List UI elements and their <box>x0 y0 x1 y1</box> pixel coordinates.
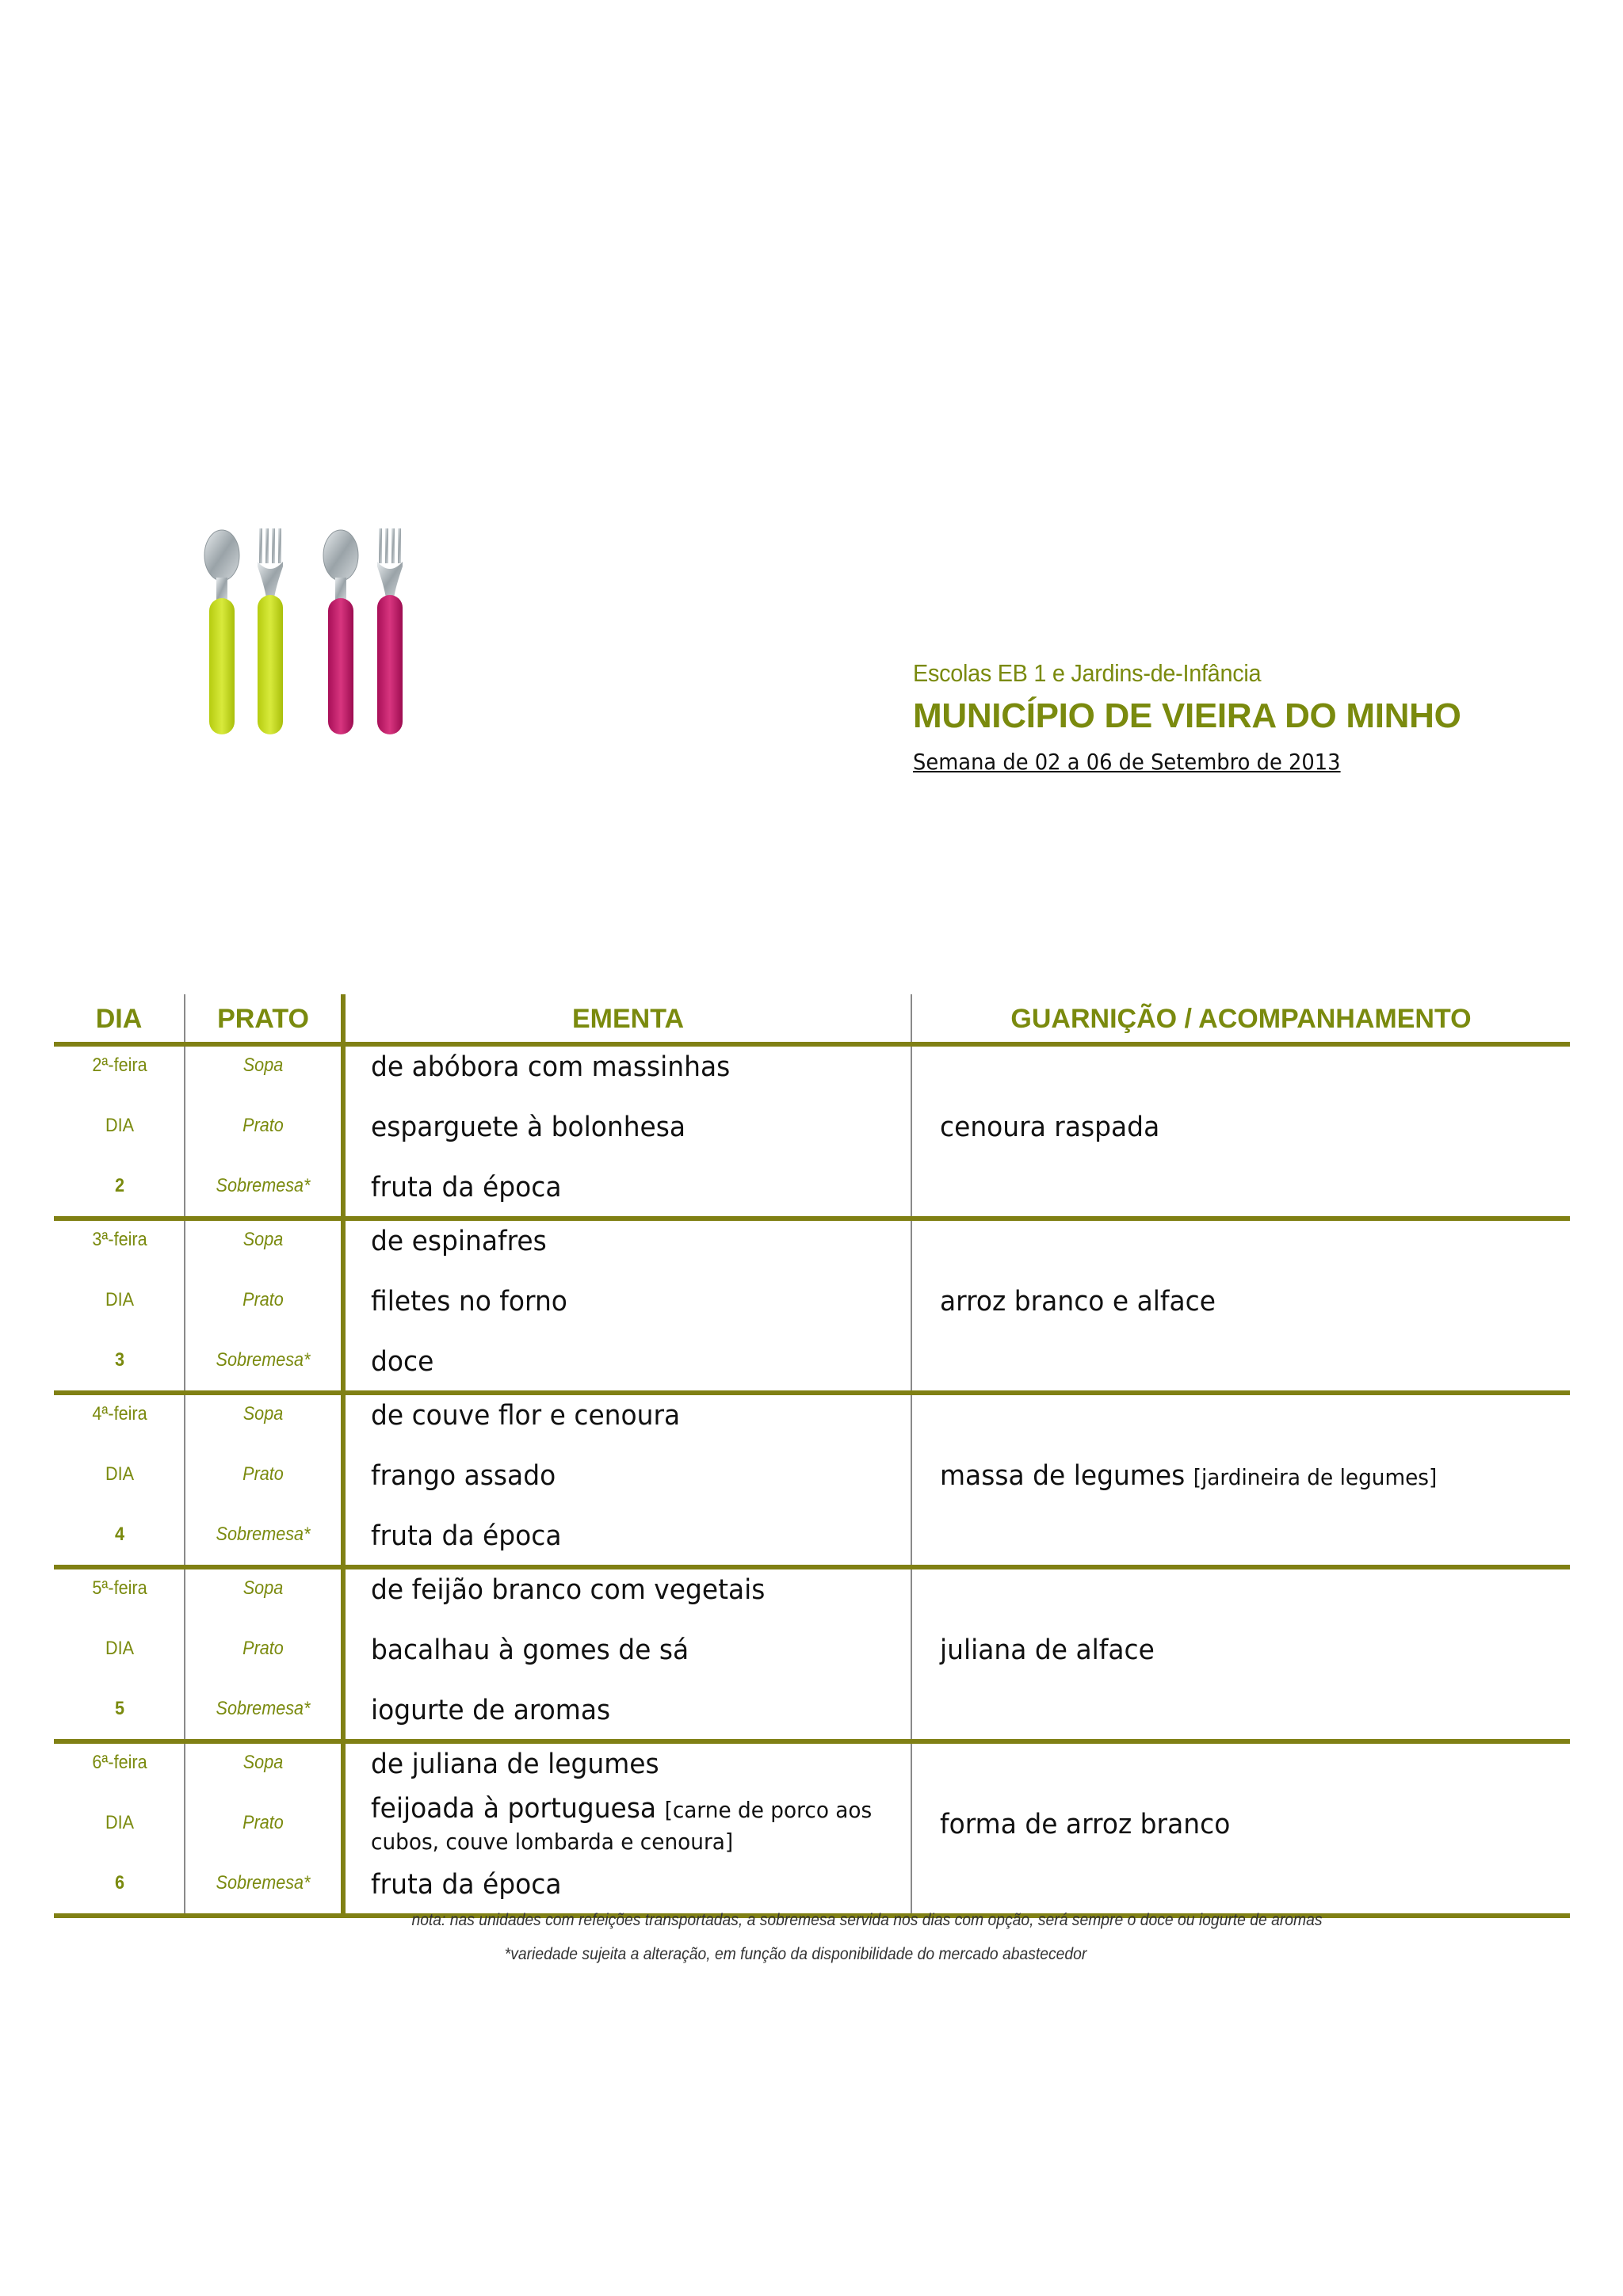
sobremesa-dish: fruta da época <box>371 1869 562 1901</box>
prato-label: Prato <box>242 1289 284 1310</box>
sopa-label: Sopa <box>242 1055 284 1076</box>
sopa-dish: de couve flor e cenoura <box>371 1400 681 1432</box>
guarnicao: arroz branco e alface <box>940 1286 1216 1318</box>
prato-label: Prato <box>242 1812 284 1833</box>
school-subtitle: Escolas EB 1 e Jardins-de-Infância <box>913 659 1262 687</box>
weekday: 3ª-feira <box>92 1229 147 1250</box>
divider <box>341 1569 346 1739</box>
sopa-dish: de feijão branco com vegetais <box>371 1574 766 1606</box>
guarnicao: cenoura raspada <box>940 1112 1160 1143</box>
prato-label: Prato <box>242 1115 284 1136</box>
cutlery-icon <box>190 519 436 749</box>
table-header <box>54 994 1570 1042</box>
prato-line <box>371 1791 922 1826</box>
sopa-dish: de espinafres <box>371 1226 547 1257</box>
dia-label: DIA <box>105 1812 134 1833</box>
sopa-label: Sopa <box>242 1229 284 1250</box>
sobremesa-dish: doce <box>371 1346 434 1378</box>
weekday: 4ª-feira <box>92 1403 147 1425</box>
divider <box>341 1744 346 1913</box>
dia-label: DIA <box>105 1638 134 1659</box>
weekday: 2ª-feira <box>92 1055 147 1076</box>
prato-note-line: cubos, couve lombarda e cenoura] <box>371 1829 734 1855</box>
divider <box>184 1744 185 1913</box>
dia-label: DIA <box>105 1289 134 1310</box>
week-range: Semana de 02 a 06 de Setembro de 2013 <box>913 749 1341 775</box>
page-title: MUNICÍPIO DE VIEIRA DO MINHO <box>913 696 1461 735</box>
footnote-variety: *variedade sujeita a alteração, em função da disponibilidade do mercado abastecedor <box>504 1945 1087 1963</box>
sobremesa-dish: iogurte de aromas <box>371 1695 611 1726</box>
divider <box>184 1047 185 1216</box>
prato-dish <box>371 1791 922 1858</box>
prato-label: Prato <box>242 1638 284 1659</box>
sobremesa-label: Sobremesa* <box>216 1349 311 1371</box>
day-number: 2 <box>114 1175 125 1196</box>
divider <box>341 1047 346 1216</box>
divider <box>184 1221 185 1390</box>
sopa-label: Sopa <box>242 1752 284 1773</box>
day-number: 4 <box>114 1524 125 1545</box>
sopa-dish: de abóbora com massinhas <box>371 1051 731 1083</box>
prato-dish: bacalhau à gomes de sá <box>371 1634 689 1666</box>
day-number: 6 <box>114 1872 125 1894</box>
sobremesa-dish: fruta da época <box>371 1520 562 1552</box>
day-row <box>54 1569 1570 1739</box>
sobremesa-label: Sobremesa* <box>216 1698 311 1719</box>
cutlery-logo <box>190 519 436 749</box>
guarnicao-main: massa de legumes <box>940 1460 1186 1492</box>
header <box>913 656 1547 783</box>
dia-label: DIA <box>105 1463 134 1485</box>
guarnicao: juliana de alface <box>940 1634 1155 1666</box>
divider <box>341 1221 346 1390</box>
sopa-label: Sopa <box>242 1403 284 1425</box>
sobremesa-label: Sobremesa* <box>216 1872 311 1894</box>
day-number: 5 <box>114 1698 125 1719</box>
header-guarnicao: GUARNIÇÃO / ACOMPANHAMENTO <box>1010 1004 1472 1034</box>
divider <box>184 1569 185 1739</box>
sobremesa-label: Sobremesa* <box>216 1524 311 1545</box>
weekday: 6ª-feira <box>92 1752 147 1773</box>
dia-label: DIA <box>105 1115 134 1136</box>
footnote-transport: nota: nas unidades com refeições transportadas, a sobremesa servida nos dias com opção, será sempre o doce ou iogurte de aromas <box>411 1911 1323 1929</box>
prato-dish: filetes no forno <box>371 1286 567 1318</box>
day-row <box>54 1744 1570 1913</box>
header-dia: DIA <box>95 1004 143 1034</box>
prato-dish: frango assado <box>371 1460 556 1492</box>
weekday: 5ª-feira <box>92 1577 147 1599</box>
divider <box>184 1395 185 1565</box>
prato-note: [carne de porco aos <box>664 1797 873 1823</box>
prato-dish: esparguete à bolonhesa <box>371 1112 686 1143</box>
header-prato: PRATO <box>217 1004 309 1034</box>
header-ementa: EMENTA <box>571 1004 685 1034</box>
sobremesa-dish: fruta da época <box>371 1172 562 1203</box>
day-number: 3 <box>114 1349 125 1371</box>
guarnicao-note: [jardineira de legumes] <box>1193 1464 1438 1490</box>
menu-table <box>54 994 1570 1918</box>
prato-label: Prato <box>242 1463 284 1485</box>
day-row <box>54 1395 1570 1565</box>
guarnicao <box>940 1460 1529 1492</box>
divider <box>341 1395 346 1565</box>
sopa-label: Sopa <box>242 1577 284 1599</box>
day-row <box>54 1047 1570 1216</box>
sopa-dish: de juliana de legumes <box>371 1749 659 1780</box>
sobremesa-label: Sobremesa* <box>216 1175 311 1196</box>
day-row <box>54 1221 1570 1390</box>
guarnicao: forma de arroz branco <box>940 1809 1231 1840</box>
prato-main: feijoada à portuguesa <box>371 1793 657 1825</box>
